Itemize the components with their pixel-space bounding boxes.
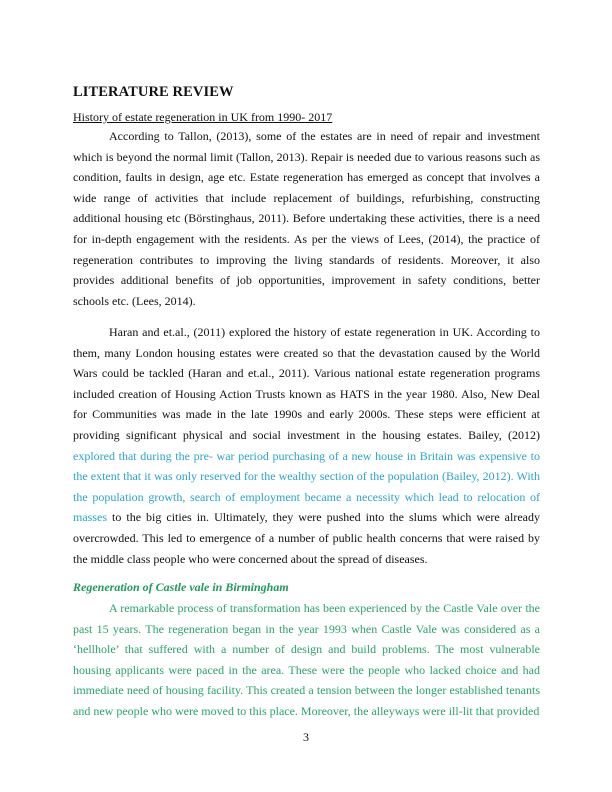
paragraph-2-text: Haran and et.al., (2011) explored the history of estate regeneration in UK. According to them, many London housing estates were created so that the devastation caused by the World Wars could be tackled (Haran and et.al., 2011). Various national estate regeneration programs included creation of Housing Action Trusts known as HATS in the year 1980. Also, New Deal for Communities was made in the late 1990s and early 2000s. These steps were efficient at providing significant physical and social investment in the housing estates. Bailey, (2012) [73,325,540,442]
paragraph-2 [73,322,540,569]
page-number: 3 [303,730,309,744]
paragraph-1: According to Tallon, (2013), some of the estates are in need of repair and investment which is beyond the normal limit (Tallon, 2013). Repair is needed due to various reasons such as condition, faults in design, age etc. Estate regeneration has emerged as concept that involves a wide range of activities that include replacement of buildings, refurbishing, constructing additional housing etc (Börstinghaus, 2011). Before undertaking these activities, there is a need for in-depth engagement with the residents. As per the views of Lees, (2014), the practice of regeneration contributes to improving the living standards of residents. Moreover, it also provides additional benefits of job opportunities, improvement in safety conditions, better schools etc. (Lees, 2014). [73,129,540,308]
paragraph-2-highlighted-text: explored that during the pre- war period purchasing of a new house in Britain was expensive to the extent that it was only reserved for the wealthy section of the population (Bailey, 2012). With the population growth, search of employment became a necessity which lead to relocation of masses [73,448,540,525]
page-heading: LITERATURE REVIEW [73,84,234,100]
section-title-castle-vale: Regeneration of Castle vale in Birmingham [73,580,289,594]
section-subheading: History of estate regeneration in UK from 1990- 2017 [73,110,333,124]
paragraph-3: A remarkable process of transformation has been experienced by the Castle Vale over the past 15 years. The regeneration began in the year 1993 when Castle Vale was considered as a ‘hellhole’ that suffered with a number of design and build problems. The most vulnerable housing applicants were paced in the area. These were the people who lacked choice and had immediate need of housing facility. This created a tension between the longer established tenants and new people who were moved to this place. Moreover, the alleyways were ill-lit that provided [73,601,540,718]
paragraph-2-closing-text: to the big cities in. Ultimately, they were pushed into the slums which were already overcrowded. This led to emergence of a number of public health concerns that were raised by the middle class people who were concerned about the spread of diseases. [73,510,540,566]
